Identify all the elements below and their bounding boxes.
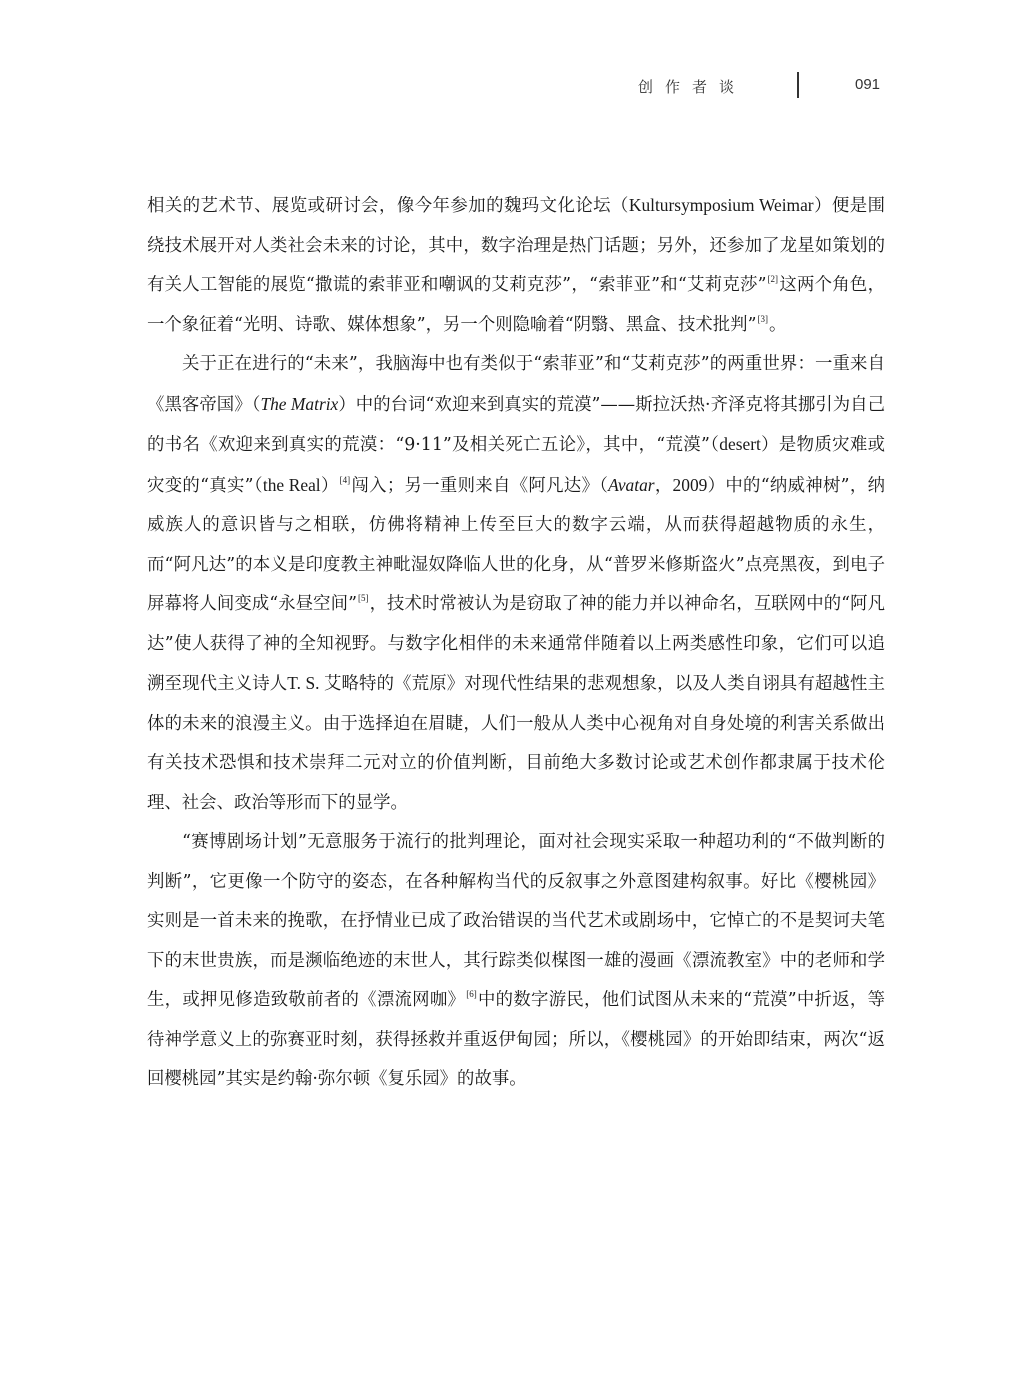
footnote-ref-2[interactable]: [2] [767,274,779,284]
latin-title: The Matrix [260,393,339,414]
text-span: “赛博剧场计划”无意服务于流行的批判理论，面对社会现实采取一种超功利的“不做判断的判断”，它更像一个防守的姿态，在各种解构当代的反叙事之外意图建构叙事。好比《樱桃园》实则是一首未来的挽歌，在抒情业已成了政治错误的当代艺术或剧场中，它悼亡的不是契诃夫笔下的末世贵族，而是濒临绝迹的末世人，其行踪类似楳图一雄的漫画《漂流教室》中的老师和学生，或押见修造致敬前者的《漂流网咖》 [147,832,885,1010]
text-span: ， [654,475,673,496]
text-span: ）便是围绕技术展开对人类社会未来的讨论，其中，数字治理是热门话题；另外，还参加了龙星如策划的有关人工智能的展览“撒谎的索菲亚和嘲讽的艾莉克莎”，“索菲亚”和“艾莉克莎” [147,196,885,295]
text-span: ）中的“纳威神树”，纳威族人的意识皆与之相联，仿佛将精神上传至巨大的数字云端，从而获得超越物质的永生，而“阿凡达”的本义是印度教主神毗湿奴降临人世的化身，从“普罗米修斯盗火”点亮黑夜，到电子屏幕将人间变成“永昼空间” [147,475,885,614]
running-head [0,72,1021,102]
footnote-ref-4[interactable]: [4] [339,474,351,485]
text-span: 关于正在进行的“未来”，我脑海中也有类似于“索菲亚”和“艾莉克莎”的两重世界：一重来自《黑客帝国》（ [147,354,885,415]
text-span: 闯入；另一重则来自《阿凡达》（ [351,475,609,496]
text-span: ） [320,475,339,496]
text-span: ，技术时常被认为是窃取了神的能力并以神命名，互联网中的“阿凡达”使人获得了神的全知视野。与数字化相伴的未来通常伴随着以上两类感性印象，它们可以追溯至现代主义诗人 [147,594,885,694]
latin-name: T. S. [287,673,324,693]
header-divider [797,72,799,98]
paragraph-3 [147,823,885,1100]
footnote-ref-3[interactable]: [3] [757,313,768,324]
text-span: ）是物质灾难或灾变的“真实”（ [147,435,885,496]
text-span: 相关的艺术节、展览或研讨会，像今年参加的魏玛文化论坛（ [147,196,629,216]
text-span: 中的数字游民，他们试图从未来的“荒漠”中折返，等待神学意义上的弥赛亚时刻，获得拯救并重返伊甸园；所以，《樱桃园》的开始即结束，两次“返回樱桃园”其实是约翰·弥尔顿《复乐园》的故事。 [147,990,885,1089]
latin-term: desert [719,434,761,454]
text-span: 。 [768,314,787,335]
year: 2009 [672,474,708,495]
paragraph-2 [147,345,885,823]
latin-term: the Real [262,474,321,495]
text-span: 艾略特的《荒原》对现代性结果的悲观想象，以及人类自诩具有超越性主体的未来的浪漫主义。由于选择迫在眉睫，人们一般从人类中心视角对自身处境的利害关系做出有关技术恐惧和技术崇拜二元对立的价值判断，目前绝大多数讨论或艺术创作都隶属于技术伦理、社会、政治等形而下的显学。 [147,674,885,813]
section-title: 创作者谈 [637,78,746,96]
text-span: 这两个角色，一个象征着“光明、诗歌、媒体想象”，另一个则隐喻着“阴翳、黑盒、技术批判” [147,275,885,335]
footnote-ref-6[interactable]: [6] [466,989,477,999]
page-number: 091 [855,76,881,93]
latin-term: Kultursymposium Weimar [628,195,814,215]
latin-title: Avatar [608,474,655,495]
footnote-ref-5[interactable]: [5] [358,593,369,603]
text-span: ）中的台词“欢迎来到真实的荒漠”——斯拉沃热·齐泽克将其挪引为自己的书名《欢迎来到真实的荒漠：“9·11”及相关死亡五论》，其中，“荒漠”（ [147,394,886,455]
paragraph-1 [147,186,885,345]
article-body [147,186,885,1100]
